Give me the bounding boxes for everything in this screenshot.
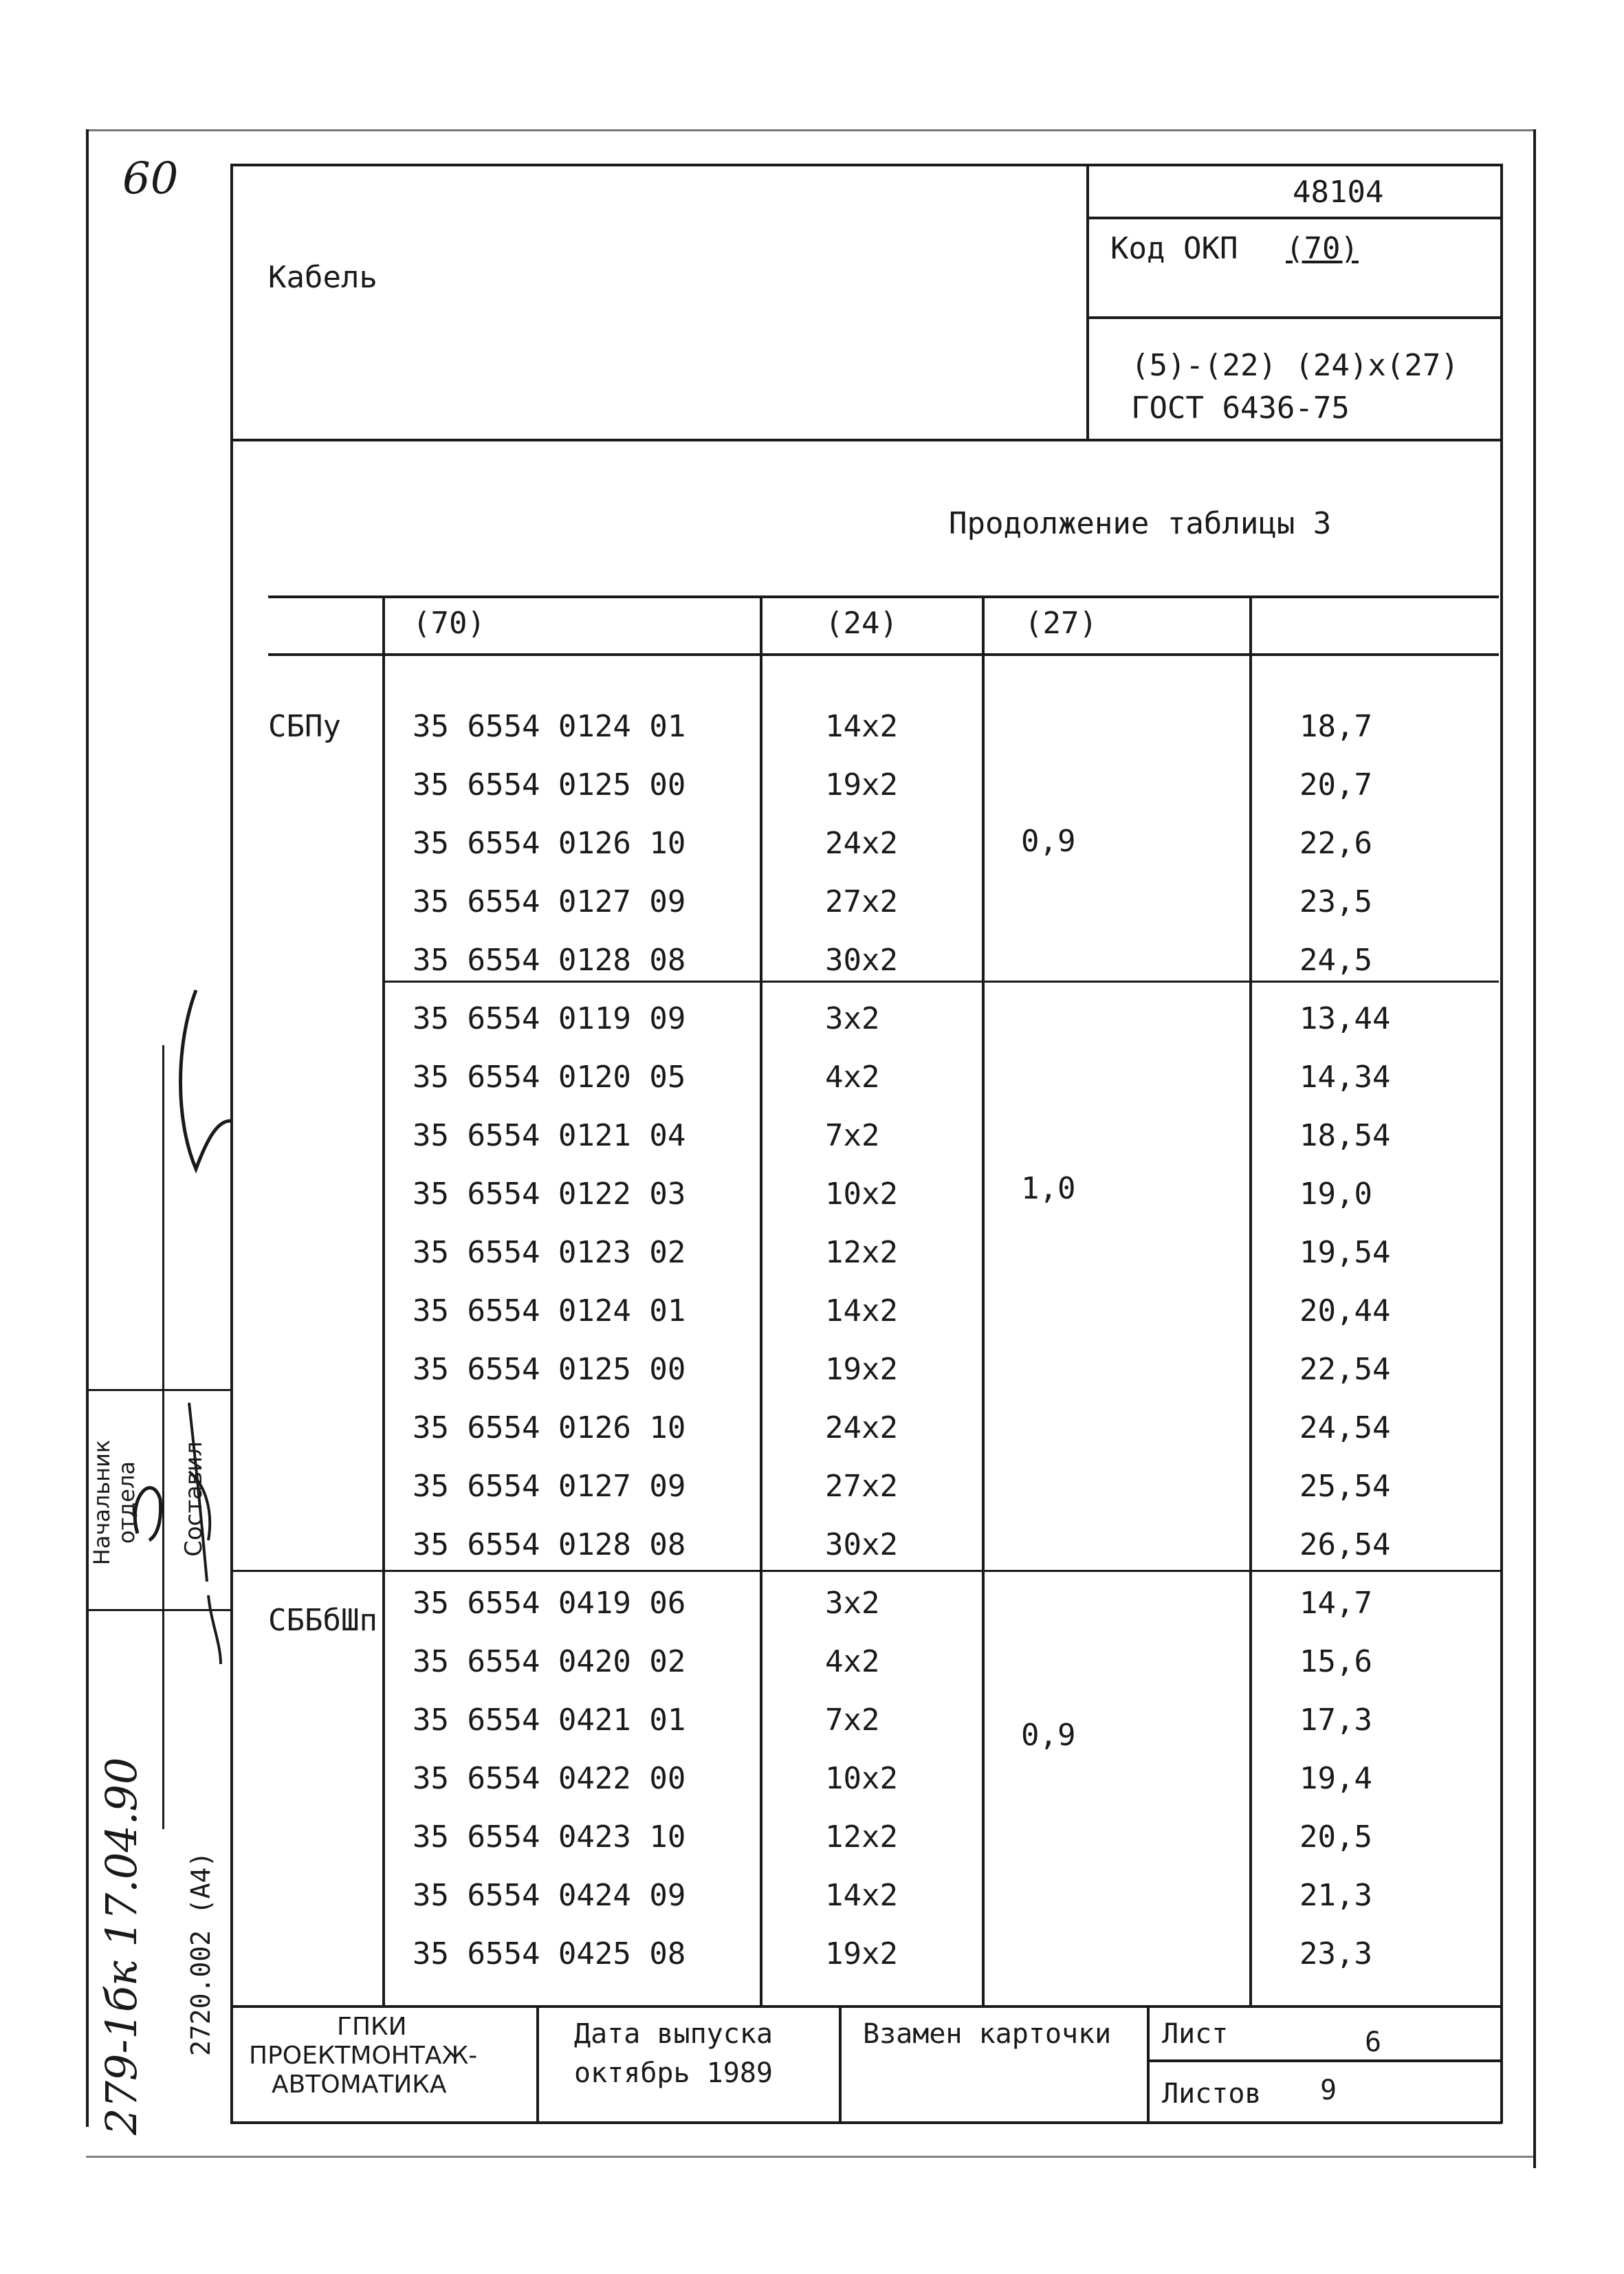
- value-cell: 17,3: [1299, 1703, 1372, 1738]
- size-cell: 19x2: [825, 767, 898, 802]
- size-cell: 12x2: [825, 1819, 898, 1855]
- okp-code-cell: 35 6554 0126 10: [413, 1410, 686, 1445]
- size-cell: 4x2: [825, 1060, 880, 1095]
- size-cell: 14x2: [825, 1293, 898, 1329]
- column-header-size: (24): [825, 606, 898, 641]
- header-bottom-border: [230, 439, 1502, 441]
- table-row: [0, 1705, 1624, 1764]
- okp-code-cell: 35 6554 0422 00: [413, 1761, 686, 1796]
- product-standard: ГОСТ 6436-75: [1131, 391, 1350, 426]
- size-cell: 10x2: [825, 1177, 898, 1212]
- table-row: [0, 1819, 1624, 1881]
- size-cell: 27x2: [825, 1469, 898, 1504]
- okp-code-cell: 35 6554 0119 09: [413, 1001, 686, 1036]
- okp-code-cell: 35 6554 0127 09: [413, 1469, 686, 1504]
- size-cell: 19x2: [825, 1936, 898, 1971]
- value-cell: 19,0: [1299, 1177, 1372, 1212]
- org-line-2: ПРОЕКТМОНТАЖ-: [249, 2042, 478, 2070]
- size-cell: 3x2: [825, 1001, 880, 1036]
- group-diameter-2: 1,0: [1021, 1171, 1076, 1206]
- okp-code-cell: 35 6554 0120 05: [413, 1060, 686, 1095]
- value-cell: 20,5: [1299, 1819, 1372, 1855]
- size-cell: 7x2: [825, 1118, 880, 1153]
- table-row: [0, 709, 1624, 770]
- size-cell: 7x2: [825, 1703, 880, 1738]
- column-header-code: (70): [413, 606, 485, 641]
- size-cell: 30x2: [825, 1527, 898, 1562]
- size-cell: 24x2: [825, 826, 898, 861]
- size-cell: 14x2: [825, 1878, 898, 1913]
- value-cell: 13,44: [1299, 1001, 1391, 1036]
- okp-code-cell: 35 6554 0424 09: [413, 1878, 686, 1913]
- footer-sheet-rule: [1147, 2059, 1502, 2062]
- okp-code-cell: 35 6554 0122 03: [413, 1177, 686, 1212]
- size-cell: 4x2: [825, 1644, 880, 1679]
- org-line-3: АВТОМАТИКА: [272, 2070, 447, 2099]
- frame-bottom-edge: [86, 2156, 1533, 2158]
- table-row: [0, 1293, 1624, 1355]
- table-top-rule: [268, 595, 1499, 598]
- table-row: [0, 1062, 1624, 1121]
- org-line-1: ГПКИ: [337, 2013, 407, 2041]
- value-cell: 25,54: [1299, 1469, 1391, 1504]
- header-top-border: [230, 164, 1502, 166]
- okp-code-cell: 35 6554 0128 08: [413, 943, 686, 978]
- size-cell: 14x2: [825, 709, 898, 744]
- table-row: [0, 945, 1624, 1004]
- value-cell: 20,44: [1299, 1293, 1391, 1329]
- replaces-card-label: Взамен карточки: [863, 2018, 1112, 2050]
- size-cell: 30x2: [825, 943, 898, 978]
- reference-code: 2720.002 (А4): [186, 1851, 216, 2056]
- okp-code-cell: 35 6554 0423 10: [413, 1819, 686, 1855]
- header-divider: [1086, 164, 1089, 439]
- okp-code-cell: 35 6554 0124 01: [413, 709, 686, 744]
- table-row: [0, 1644, 1624, 1705]
- okp-code-cell: 35 6554 0425 08: [413, 1936, 686, 1971]
- role-compiler-label: Составил: [180, 1441, 208, 1557]
- footer-top-rule: [230, 2005, 1502, 2008]
- value-cell: 21,3: [1299, 1878, 1372, 1913]
- table-row: [0, 1001, 1624, 1062]
- okp-code-cell: 35 6554 0126 10: [413, 826, 686, 861]
- page-number: 60: [122, 153, 179, 204]
- product-formula: (5)-(22) (24)x(27): [1131, 348, 1459, 383]
- value-cell: 22,54: [1299, 1352, 1391, 1387]
- table-row: [0, 1410, 1624, 1472]
- sheets-count: 9: [1320, 2075, 1337, 2106]
- footer-divider-3: [1147, 2005, 1150, 2122]
- okp-code-cell: 35 6554 0421 01: [413, 1703, 686, 1738]
- value-cell: 18,7: [1299, 709, 1372, 744]
- table-row: [0, 1761, 1624, 1822]
- value-cell: 15,6: [1299, 1644, 1372, 1679]
- value-cell: 20,7: [1299, 767, 1372, 802]
- value-cell: 18,54: [1299, 1118, 1391, 1153]
- sheet-label: Лист: [1162, 2018, 1229, 2050]
- table-row: [0, 1235, 1624, 1296]
- table-row: [0, 1588, 1624, 1647]
- value-cell: 23,5: [1299, 884, 1372, 919]
- table-row: [0, 1469, 1624, 1530]
- size-cell: 24x2: [825, 1410, 898, 1445]
- table-header-rule: [268, 653, 1499, 656]
- header-code-underline: [1086, 217, 1502, 219]
- frame-top-edge: [86, 129, 1533, 131]
- role-head-label: Начальник отдела: [89, 1439, 140, 1566]
- value-cell: 24,5: [1299, 943, 1372, 978]
- value-cell: 26,54: [1299, 1527, 1391, 1562]
- okp-code-cell: 35 6554 0125 00: [413, 1352, 686, 1387]
- okp-code-cell: 35 6554 0124 01: [413, 1293, 686, 1329]
- table-row: [0, 884, 1624, 945]
- value-cell: 14,7: [1299, 1586, 1372, 1621]
- size-cell: 3x2: [825, 1586, 880, 1621]
- size-cell: 27x2: [825, 884, 898, 919]
- okp-code-cell: 35 6554 0125 00: [413, 767, 686, 802]
- footer-bottom-rule: [230, 2121, 1502, 2124]
- table-row: [0, 1527, 1624, 1588]
- sheet-number: 6: [1365, 2026, 1382, 2058]
- value-cell: 22,6: [1299, 826, 1372, 861]
- product-title: Кабель: [268, 260, 377, 295]
- table-caption: Продолжение таблицы 3: [949, 506, 1332, 541]
- table-row: [0, 767, 1624, 829]
- column-header-diameter: (27): [1024, 606, 1097, 641]
- value-cell: 24,54: [1299, 1410, 1391, 1445]
- value-cell: 19,4: [1299, 1761, 1372, 1796]
- table-row: [0, 1179, 1624, 1238]
- size-cell: 10x2: [825, 1761, 898, 1796]
- okp-code-cell: 35 6554 0128 08: [413, 1527, 686, 1562]
- table-row: [0, 1878, 1624, 1939]
- okp-code-cell: 35 6554 0420 02: [413, 1644, 686, 1679]
- table-row: [0, 824, 1624, 887]
- release-date-value: октябрь 1989: [574, 2057, 773, 2089]
- table-row: [0, 1352, 1624, 1413]
- footer-divider-1: [536, 2005, 539, 2122]
- group-diameter-1: 0,9: [1021, 824, 1076, 859]
- okp-label: Код ОКП: [1110, 231, 1238, 266]
- handwritten-registration: 279-1бк 17.04.90: [96, 1757, 146, 2135]
- group-diameter-3: 0,9: [1021, 1718, 1076, 1753]
- okp-code-cell: 35 6554 0123 02: [413, 1235, 686, 1270]
- group-label-sbbbshp: СББбШп: [268, 1603, 377, 1638]
- footer-divider-2: [839, 2005, 842, 2122]
- table-row: [0, 1936, 1624, 1998]
- release-date-label: Дата выпуска: [574, 2018, 773, 2050]
- size-cell: 19x2: [825, 1352, 898, 1387]
- value-cell: 14,34: [1299, 1060, 1391, 1095]
- header-okp-underline: [1086, 316, 1502, 319]
- table-row: [0, 1118, 1624, 1179]
- value-cell: 19,54: [1299, 1235, 1391, 1270]
- sheets-label: Листов: [1162, 2078, 1262, 2110]
- value-cell: 23,3: [1299, 1936, 1372, 1971]
- okp-value: (70): [1286, 231, 1359, 266]
- okp-code-cell: 35 6554 0127 09: [413, 884, 686, 919]
- group-label-sbpu: СБПу: [268, 709, 341, 744]
- product-code: 48104: [1293, 175, 1384, 210]
- size-cell: 12x2: [825, 1235, 898, 1270]
- okp-code-cell: 35 6554 0121 04: [413, 1118, 686, 1153]
- okp-code-cell: 35 6554 0419 06: [413, 1586, 686, 1621]
